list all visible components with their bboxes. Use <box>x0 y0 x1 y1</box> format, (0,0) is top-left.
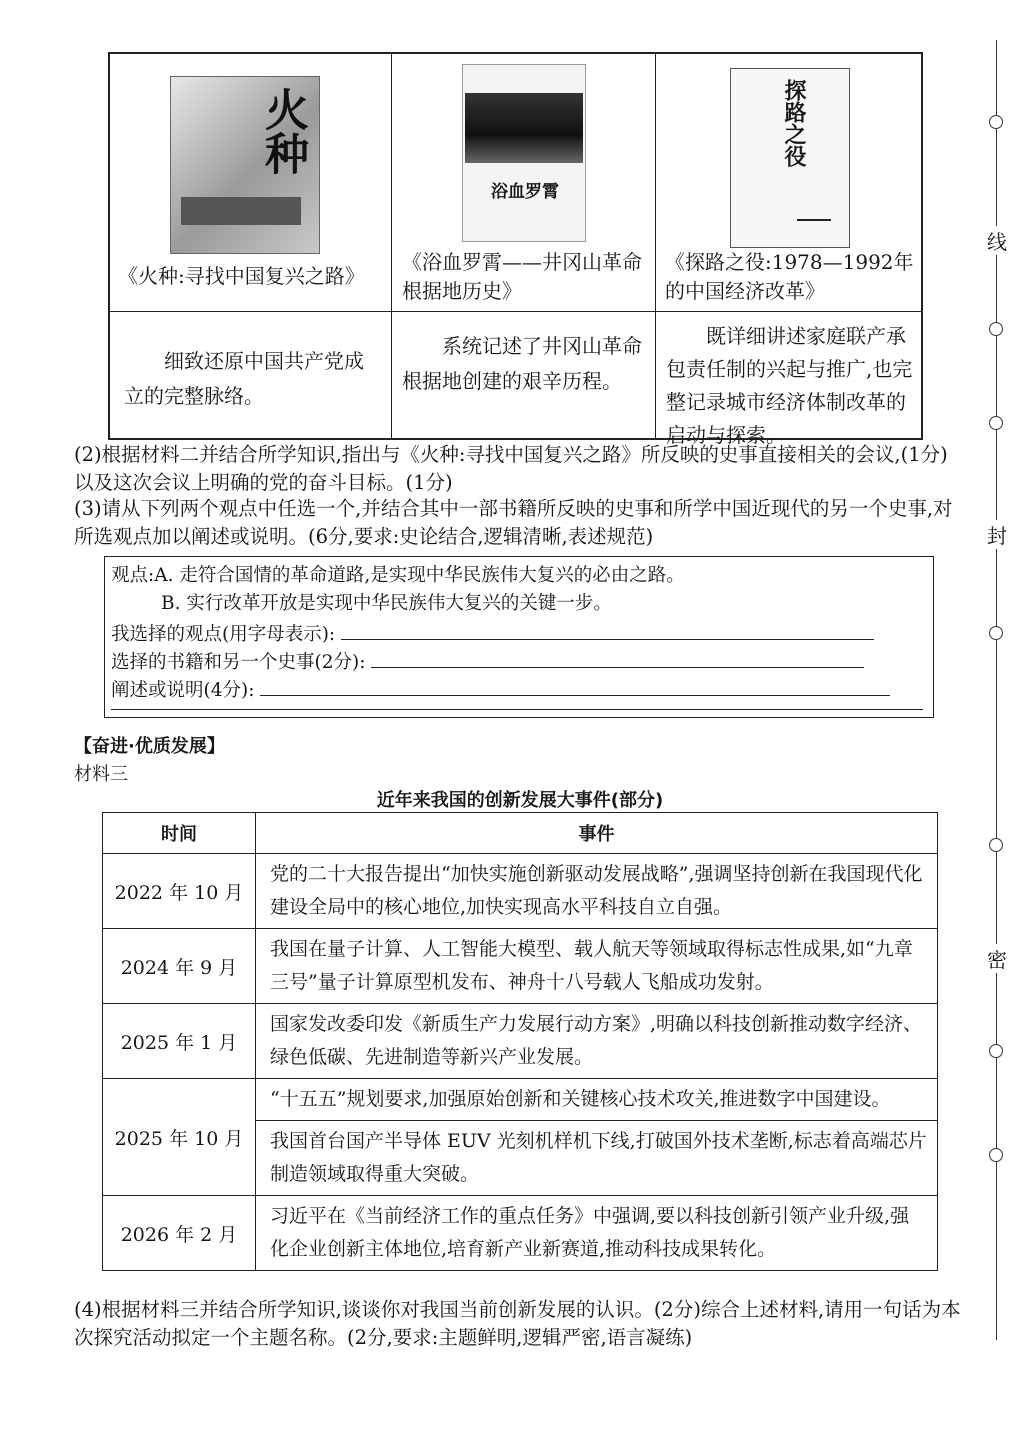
binding-circle-icon <box>989 1148 1003 1162</box>
book-caption-1: 《火种:寻找中国复兴之路》 <box>118 264 365 288</box>
margin-label-mi: 密 <box>986 944 1008 973</box>
row-time: 2025 年 1 月 <box>103 1004 256 1079</box>
book-answer-line[interactable] <box>371 647 864 668</box>
table-row <box>103 929 938 1004</box>
book-desc-3: 既详细讲述家庭联产承包责任制的兴起与推广,也完整记录城市经济体制改革的启动与探索。 <box>666 324 913 447</box>
choose-answer-line[interactable] <box>341 619 874 640</box>
row-event: 党的二十大报告提出“加快实施创新驱动发展战略”,强调坚持创新在我国现代化建设全局中的核心地位,加快实现高水平科技自立自强。 <box>256 854 938 929</box>
book-cover-3-title: 探路之役 <box>781 79 807 167</box>
view-a: 观点:A. 走符合国情的革命道路,是实现中华民族伟大复兴的必由之路。 <box>111 565 685 586</box>
question-4: (4)根据材料三并结合所学知识,谈谈你对我国当前创新发展的认识。(2分)综合上述材料,请用一句话为本次探究活动拟定一个主题名称。(2分,要求:主题鲜明,逻辑严密,语言凝练) <box>74 1298 961 1349</box>
table-row <box>103 1079 938 1121</box>
book-caption-2: 《浴血罗霄——井冈山革命根据地历史》 <box>402 250 642 303</box>
book-label: 选择的书籍和另一个史事(2分): <box>111 652 366 673</box>
explain-label: 阐述或说明(4分): <box>111 680 255 701</box>
row-time: 2026 年 2 月 <box>103 1196 256 1271</box>
question-3: (3)请从下列两个观点中任选一个,并结合其中一部书籍所反映的史事和所学中国近现代的另一个史事,对所选观点加以阐述或说明。(6分,要求:史论结合,逻辑清晰,表述规范) <box>74 497 953 548</box>
binding-circle-icon <box>989 322 1003 336</box>
row-event: “十五五”规划要求,加强原始创新和关键核心技术攻关,推进数字中国建设。 <box>256 1079 938 1121</box>
events-table <box>102 812 938 1271</box>
question-2: (2)根据材料二并结合所学知识,指出与《火种:寻找中国复兴之路》所反映的史事直接相关的会议,(1分)以及这次会议上明确的党的奋斗目标。(1分) <box>74 443 948 494</box>
table-header-row <box>103 813 938 854</box>
explain-answer-line[interactable] <box>260 675 890 696</box>
row-event: 国家发改委印发《新质生产力发展行动方案》,明确以科技创新推动数字经济、绿色低碳、先进制造等新兴产业发展。 <box>256 1004 938 1079</box>
book-cover-2 <box>462 64 586 242</box>
choose-label: 我选择的观点(用字母表示): <box>111 624 336 645</box>
row-time: 2025 年 10 月 <box>103 1079 256 1196</box>
answer-box <box>104 556 934 718</box>
margin-label-xian: 线 <box>986 226 1008 255</box>
book-cover-1-title: 火种 <box>257 87 308 175</box>
section-heading: 【奋进·优质发展】 <box>74 736 225 757</box>
row-event: 我国首台国产半导体 EUV 光刻机样机下线,打破国外技术垄断,标志着高端芯片制造领域取得重大突破。 <box>256 1121 938 1196</box>
binding-circle-icon <box>989 416 1003 430</box>
book-desc-1: 细致还原中国共产党成立的完整脉络。 <box>124 349 364 408</box>
table-title: 近年来我国的创新发展大事件(部分) <box>376 790 664 811</box>
view-b: B. 实行改革开放是实现中华民族伟大复兴的关键一步。 <box>161 593 612 614</box>
book-cover-2-title: 浴血罗霄 <box>491 182 559 202</box>
binding-circle-icon <box>989 626 1003 640</box>
binding-circle-icon <box>989 838 1003 852</box>
binding-margin <box>982 0 1012 1430</box>
row-time: 2022 年 10 月 <box>103 854 256 929</box>
binding-circle-icon <box>989 1044 1003 1058</box>
binding-circle-icon <box>989 115 1003 129</box>
explain-answer-line-2[interactable] <box>111 709 923 710</box>
book-caption-3: 《探路之役:1978—1992年的中国经济改革》 <box>665 250 914 303</box>
row-time: 2024 年 9 月 <box>103 929 256 1004</box>
book-desc-2: 系统记述了井冈山革命根据地创建的艰辛历程。 <box>402 334 642 393</box>
table-row <box>103 1196 938 1271</box>
material-label: 材料三 <box>74 764 128 785</box>
header-event: 事件 <box>256 813 938 854</box>
table-row <box>103 854 938 929</box>
book-cover-1 <box>170 76 320 254</box>
header-time: 时间 <box>103 813 256 854</box>
book-cover-3 <box>730 68 850 248</box>
row-event: 习近平在《当前经济工作的重点任务》中强调,要以科技创新引领产业升级,强化企业创新主体地位,培育新产业新赛道,推动科技成果转化。 <box>256 1196 938 1271</box>
table-row <box>103 1004 938 1079</box>
margin-label-feng: 封 <box>986 520 1008 549</box>
row-event: 我国在量子计算、人工智能大模型、载人航天等领域取得标志性成果,如“九章三号”量子计算原型机发布、神舟十八号载人飞船成功发射。 <box>256 929 938 1004</box>
book-table <box>108 52 923 447</box>
